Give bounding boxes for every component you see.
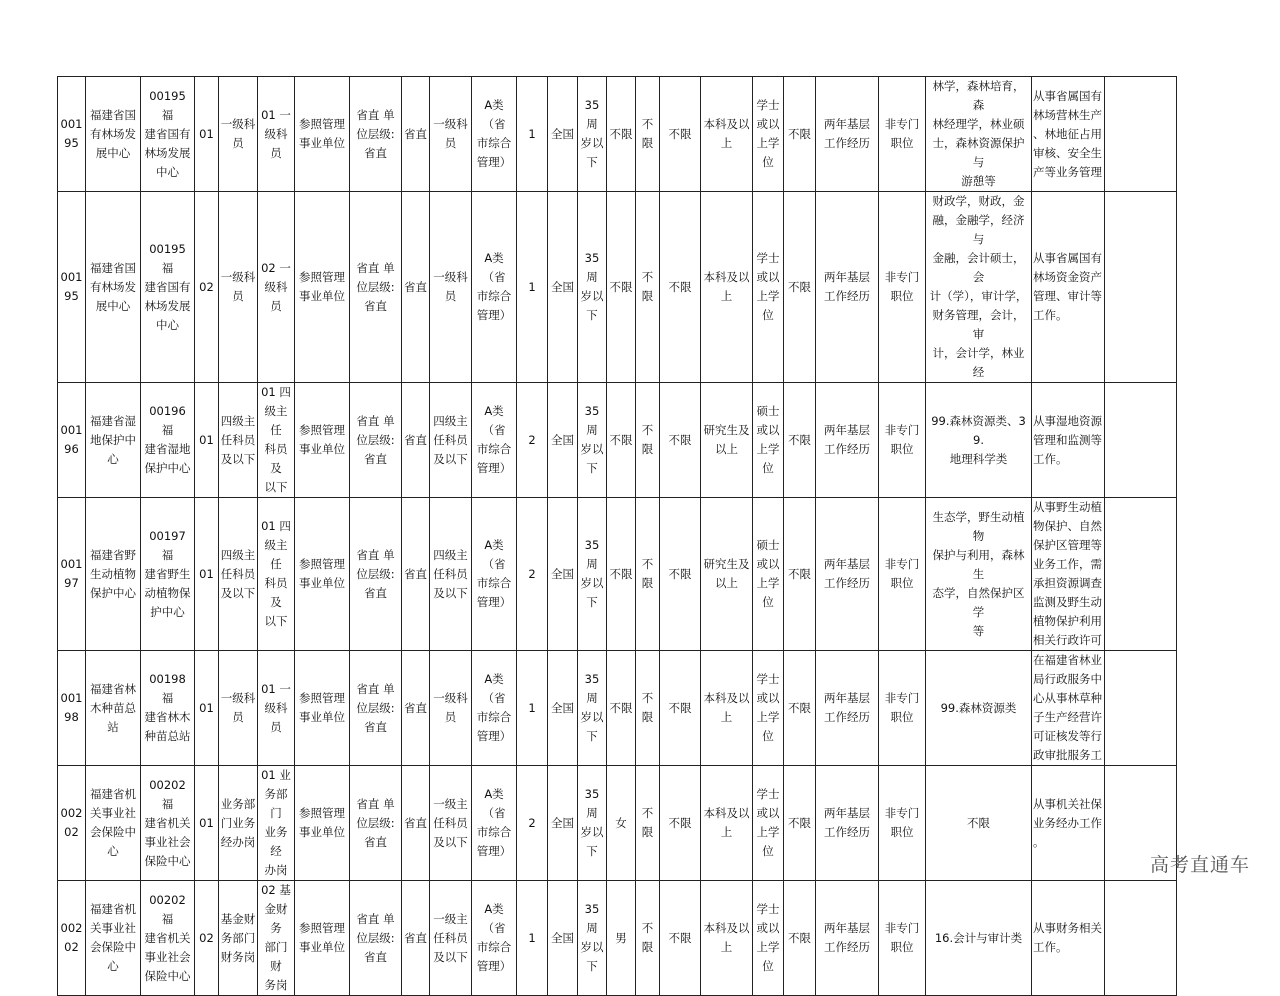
cell-scope: 全国 [548, 881, 578, 996]
cell-exp: 两年基层 工作经历 [816, 383, 879, 498]
cell-major: 99.森林资源类 [926, 651, 1032, 766]
cell-unit-code: 00197 福 建省野生 动植物保 护中心 [141, 498, 195, 651]
cell-unit-type: 参照管理 事业单位 [295, 498, 350, 651]
table-row [58, 881, 1177, 996]
cell-special: 非专门 职位 [879, 651, 926, 766]
cell-rank: 一级主 任科员 及以下 [430, 881, 472, 996]
cell-special: 非专门 职位 [879, 766, 926, 881]
cell-edu: 研究生及 以上 [701, 383, 753, 498]
cell-unit: 福建省机 关事业社 会保险中 心 [86, 881, 141, 996]
cell-exp: 两年基层 工作经历 [816, 881, 879, 996]
cell-unit: 福建省国 有林场发 展中心 [86, 77, 141, 192]
cell-house: 不限 [784, 383, 816, 498]
cell-special: 非专门 职位 [879, 881, 926, 996]
cell-ethnicity: 不 限 [636, 192, 660, 383]
cell-unit: 福建省机 关事业社 会保险中 心 [86, 766, 141, 881]
cell-note [1105, 651, 1177, 766]
cell-gender: 不限 [607, 192, 636, 383]
cell-politics: 不限 [660, 881, 701, 996]
cell-region: 省直 [402, 383, 430, 498]
cell-major: 99.森林资源类、39. 地理科学类 [926, 383, 1032, 498]
cell-note [1105, 881, 1177, 996]
cell-code: 001 95 [58, 192, 86, 383]
cell-special: 非专门 职位 [879, 498, 926, 651]
cell-count: 1 [517, 881, 548, 996]
cell-degree: 学士 或以 上学 位 [753, 766, 784, 881]
table-row [58, 383, 1177, 498]
cell-age: 35周 岁以 下 [578, 383, 607, 498]
cell-duty: 从事湿地资源 管理和监测等 工作。 [1032, 383, 1105, 498]
cell-pos-no: 02 [195, 881, 219, 996]
cell-unit: 福建省野 生动植物 保护中心 [86, 498, 141, 651]
cell-count: 1 [517, 192, 548, 383]
cell-house: 不限 [784, 881, 816, 996]
cell-degree: 硕士 或以 上学 位 [753, 498, 784, 651]
cell-category: A类（省 市综合 管理） [472, 498, 517, 651]
cell-rank: 一级主 任科员 及以下 [430, 766, 472, 881]
cell-count: 2 [517, 498, 548, 651]
cell-unit-code: 00202 福 建省机关 事业社会 保险中心 [141, 881, 195, 996]
cell-count: 1 [517, 651, 548, 766]
table-row [58, 498, 1177, 651]
cell-house: 不限 [784, 498, 816, 651]
cell-ethnicity: 不 限 [636, 383, 660, 498]
cell-scope: 全国 [548, 77, 578, 192]
cell-pos-name: 业务部 门业务 经办岗 [219, 766, 258, 881]
cell-code: 001 97 [58, 498, 86, 651]
cell-pos-name: 一级科 员 [219, 192, 258, 383]
cell-category: A类（省 市综合 管理） [472, 383, 517, 498]
cell-code: 001 95 [58, 77, 86, 192]
cell-pos-code: 01 四 级主任 科员及 以下 [258, 383, 295, 498]
cell-category: A类（省 市综合 管理） [472, 766, 517, 881]
cell-exp: 两年基层 工作经历 [816, 498, 879, 651]
cell-major: 不限 [926, 766, 1032, 881]
cell-major: 财政学，财政，金 融，金融学，经济与 金融，会计硕士，会 计（学），审计学， 财务管理，会计，审 计，会计学，林业经 [926, 192, 1032, 383]
cell-rank: 一级科 员 [430, 651, 472, 766]
cell-pos-code: 01 一 级科员 [258, 651, 295, 766]
cell-unit-type: 参照管理 事业单位 [295, 766, 350, 881]
cell-special: 非专门 职位 [879, 383, 926, 498]
cell-note [1105, 383, 1177, 498]
cell-degree: 学士 或以 上学 位 [753, 192, 784, 383]
table-row [58, 192, 1177, 383]
cell-unit-code: 00202 福 建省机关 事业社会 保险中心 [141, 766, 195, 881]
cell-pos-name: 四级主 任科员 及以下 [219, 383, 258, 498]
cell-unit-type: 参照管理 事业单位 [295, 383, 350, 498]
cell-category: A类（省 市综合 管理） [472, 651, 517, 766]
cell-rank: 四级主 任科员 及以下 [430, 383, 472, 498]
cell-region: 省直 [402, 498, 430, 651]
cell-pos-no: 01 [195, 383, 219, 498]
table-body [58, 77, 1177, 996]
cell-exp: 两年基层 工作经历 [816, 192, 879, 383]
cell-scope: 全国 [548, 766, 578, 881]
cell-gender: 不限 [607, 498, 636, 651]
cell-edu: 本科及以 上 [701, 651, 753, 766]
cell-region: 省直 [402, 881, 430, 996]
cell-age: 35周 岁以 下 [578, 498, 607, 651]
cell-region: 省直 [402, 192, 430, 383]
cell-unit-code: 00198 福 建省林木 种苗总站 [141, 651, 195, 766]
cell-count: 2 [517, 383, 548, 498]
cell-degree: 硕士 或以 上学 位 [753, 383, 784, 498]
cell-edu: 本科及以 上 [701, 881, 753, 996]
cell-level: 省直 单 位层级: 省直 [350, 77, 402, 192]
cell-ethnicity: 不 限 [636, 881, 660, 996]
cell-pos-no: 01 [195, 766, 219, 881]
cell-level: 省直 单 位层级: 省直 [350, 766, 402, 881]
cell-exp: 两年基层 工作经历 [816, 766, 879, 881]
cell-gender: 男 [607, 881, 636, 996]
cell-unit-code: 00195 福 建省国有 林场发展 中心 [141, 77, 195, 192]
cell-pos-code: 02 基 金财务 部门财 务岗 [258, 881, 295, 996]
cell-note [1105, 77, 1177, 192]
cell-ethnicity: 不 限 [636, 498, 660, 651]
cell-exp: 两年基层 工作经历 [816, 77, 879, 192]
cell-duty: 从事省属国有 林场资金资产 管理、审计等 工作。 [1032, 192, 1105, 383]
watermark-text: 高考直通车 [1149, 854, 1250, 876]
cell-gender: 女 [607, 766, 636, 881]
cell-category: A类（省 市综合 管理） [472, 881, 517, 996]
cell-gender: 不限 [607, 651, 636, 766]
cell-note [1105, 498, 1177, 651]
cell-scope: 全国 [548, 498, 578, 651]
table-row [58, 651, 1177, 766]
cell-age: 35周 岁以 下 [578, 192, 607, 383]
cell-count: 1 [517, 77, 548, 192]
cell-gender: 不限 [607, 77, 636, 192]
cell-level: 省直 单 位层级: 省直 [350, 192, 402, 383]
cell-age: 35周 岁以 下 [578, 77, 607, 192]
cell-degree: 学士 或以 上学 位 [753, 651, 784, 766]
cell-ethnicity: 不 限 [636, 77, 660, 192]
cell-duty: 从事省属国有 林场营林生产 、林地征占用 审核、安全生 产等业务管理 [1032, 77, 1105, 192]
cell-pos-name: 基金财 务部门 财务岗 [219, 881, 258, 996]
cell-unit-type: 参照管理 事业单位 [295, 77, 350, 192]
cell-politics: 不限 [660, 383, 701, 498]
cell-politics: 不限 [660, 498, 701, 651]
cell-region: 省直 [402, 766, 430, 881]
cell-level: 省直 单 位层级: 省直 [350, 498, 402, 651]
cell-major: 林学，森林培育，森 林经理学，林业硕 士，森林资源保护与 游憩等 [926, 77, 1032, 192]
cell-unit-type: 参照管理 事业单位 [295, 192, 350, 383]
cell-degree: 学士 或以 上学 位 [753, 77, 784, 192]
cell-code: 002 02 [58, 881, 86, 996]
cell-special: 非专门 职位 [879, 77, 926, 192]
cell-region: 省直 [402, 651, 430, 766]
cell-house: 不限 [784, 192, 816, 383]
cell-house: 不限 [784, 77, 816, 192]
cell-pos-code: 02 一 级科员 [258, 192, 295, 383]
cell-house: 不限 [784, 651, 816, 766]
cell-scope: 全国 [548, 383, 578, 498]
cell-duty: 从事野生动植 物保护、自然 保护区管理等 业务工作，需 承担资源调查 监测及野生动 植物保护利用 相关行政许可 [1032, 498, 1105, 651]
cell-unit: 福建省国 有林场发 展中心 [86, 192, 141, 383]
cell-code: 001 98 [58, 651, 86, 766]
cell-ethnicity: 不 限 [636, 651, 660, 766]
cell-edu: 研究生及 以上 [701, 498, 753, 651]
cell-level: 省直 单 位层级: 省直 [350, 651, 402, 766]
cell-politics: 不限 [660, 766, 701, 881]
cell-unit-code: 00196 福 建省湿地 保护中心 [141, 383, 195, 498]
cell-rank: 四级主 任科员 及以下 [430, 498, 472, 651]
cell-unit-type: 参照管理 事业单位 [295, 881, 350, 996]
cell-gender: 不限 [607, 383, 636, 498]
cell-unit-type: 参照管理 事业单位 [295, 651, 350, 766]
cell-rank: 一级科 员 [430, 77, 472, 192]
cell-edu: 本科及以 上 [701, 77, 753, 192]
cell-age: 35周 岁以 下 [578, 766, 607, 881]
table-row [58, 77, 1177, 192]
cell-pos-code: 01 一 级科员 [258, 77, 295, 192]
cell-major: 生态学，野生动植物 保护与利用，森林生 态学，自然保护区学 等 [926, 498, 1032, 651]
cell-level: 省直 单 位层级: 省直 [350, 881, 402, 996]
cell-age: 35周 岁以 下 [578, 651, 607, 766]
cell-count: 2 [517, 766, 548, 881]
cell-unit: 福建省林 木种苗总 站 [86, 651, 141, 766]
cell-rank: 一级科 员 [430, 192, 472, 383]
cell-pos-name: 一级科 员 [219, 77, 258, 192]
cell-ethnicity: 不 限 [636, 766, 660, 881]
job-table [57, 76, 1177, 996]
cell-exp: 两年基层 工作经历 [816, 651, 879, 766]
cell-category: A类（省 市综合 管理） [472, 192, 517, 383]
cell-degree: 学士 或以 上学 位 [753, 881, 784, 996]
cell-category: A类（省 市综合 管理） [472, 77, 517, 192]
cell-code: 002 02 [58, 766, 86, 881]
cell-pos-name: 四级主 任科员 及以下 [219, 498, 258, 651]
table-row [58, 766, 1177, 881]
cell-politics: 不限 [660, 192, 701, 383]
cell-politics: 不限 [660, 77, 701, 192]
cell-duty: 从事机关社保 业务经办工作 。 [1032, 766, 1105, 881]
cell-duty: 在福建省林业 局行政服务中 心从事林草种 子生产经营许 可证核发等行 政审批服务工 [1032, 651, 1105, 766]
cell-region: 省直 [402, 77, 430, 192]
cell-special: 非专门 职位 [879, 192, 926, 383]
cell-pos-no: 01 [195, 498, 219, 651]
cell-note [1105, 192, 1177, 383]
cell-scope: 全国 [548, 651, 578, 766]
cell-pos-no: 01 [195, 77, 219, 192]
cell-duty: 从事财务相关 工作。 [1032, 881, 1105, 996]
cell-edu: 本科及以 上 [701, 192, 753, 383]
cell-level: 省直 单 位层级: 省直 [350, 383, 402, 498]
cell-scope: 全国 [548, 192, 578, 383]
cell-pos-no: 02 [195, 192, 219, 383]
cell-pos-code: 01 业 务部门 业务经 办岗 [258, 766, 295, 881]
cell-unit: 福建省湿 地保护中 心 [86, 383, 141, 498]
cell-pos-no: 01 [195, 651, 219, 766]
cell-politics: 不限 [660, 651, 701, 766]
cell-house: 不限 [784, 766, 816, 881]
cell-pos-name: 一级科 员 [219, 651, 258, 766]
cell-major: 16.会计与审计类 [926, 881, 1032, 996]
cell-unit-code: 00195 福 建省国有 林场发展 中心 [141, 192, 195, 383]
cell-edu: 本科及以 上 [701, 766, 753, 881]
cell-age: 35周 岁以 下 [578, 881, 607, 996]
cell-code: 001 96 [58, 383, 86, 498]
cell-pos-code: 01 四 级主任 科员及 以下 [258, 498, 295, 651]
